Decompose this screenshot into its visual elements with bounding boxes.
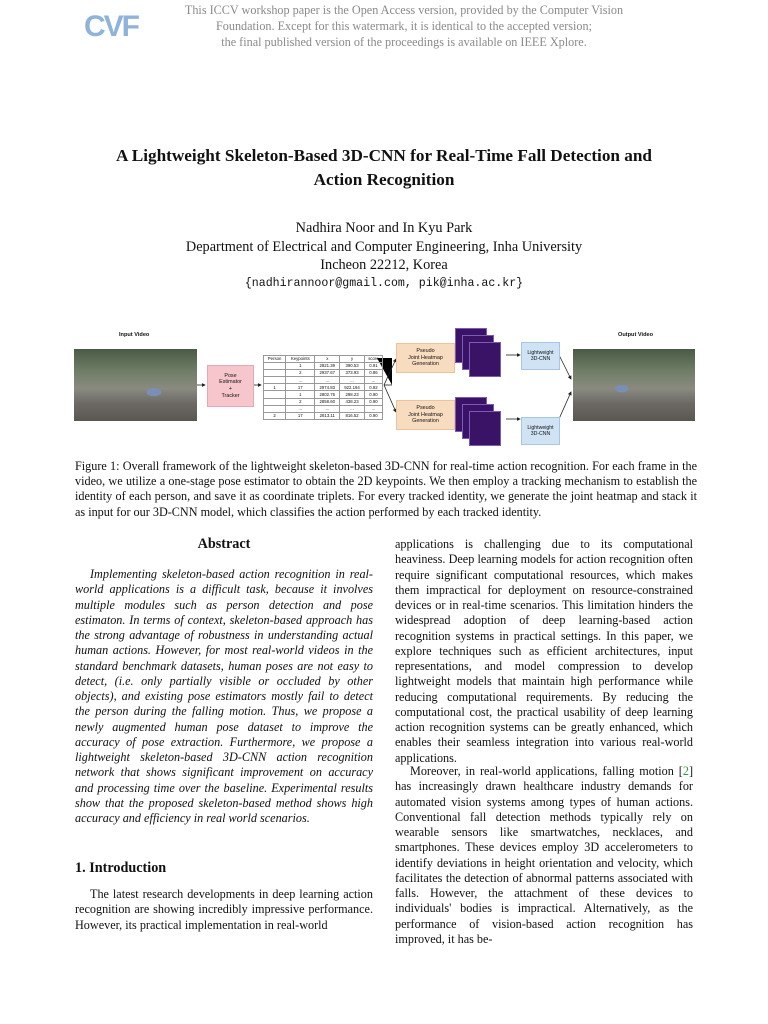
table-cell	[264, 398, 286, 405]
keypoint-table-body	[264, 363, 383, 420]
table-cell: 1	[286, 391, 315, 398]
pseudo-box-line-3: Generation	[412, 418, 439, 425]
table-cell	[264, 370, 286, 377]
table-cell: 0.92	[364, 384, 382, 391]
cvf-logo-text: CVF	[84, 10, 138, 43]
table-cell: 2	[286, 398, 315, 405]
authors: Nadhira Noor and In Kyu Park	[295, 220, 473, 236]
table-cell	[264, 405, 286, 412]
lightweight-3dcnn-box-bottom	[521, 417, 560, 445]
table-cell: 2821.39	[315, 363, 340, 370]
table-row	[264, 370, 383, 377]
emails: {nadhirannoor@gmail.com, pik@inha.ac.kr}	[244, 276, 524, 290]
input-video-label: Input Video	[119, 332, 150, 338]
table-cell: ...	[286, 405, 315, 412]
table-cell: 17	[286, 412, 315, 419]
table-cell: 2	[286, 370, 315, 377]
abstract-body: Implementing skeleton-based action recognition in real-world applications is a difficult task, because it involves multiple modules such as person detection and pose estimaton. In terms of context, skeleton-based approach has the strong advantage of robustness in understanding actual human actions. However, for most real-world videos in the standard benchmark datasets, human poses are not easy to detect, (i.e. only partially visible or occluded by other objects), and existing pose estimators mostly fail to detect the person during the falling motion. Thus, we propose a newly augmented human pose dataset to improve the accuracy of pose extraction. Furthermore, we propose a lightweight skeleton-based 3D-CNN action recognition network that shows significant improvement on accuracy and processing time over the baseline. Experimental results show that the proposed skeleton-based method shows high accuracy and efficiency in real world scenarios.	[75, 567, 373, 825]
introduction-heading: 1. Introduction	[75, 860, 167, 876]
table-cell: 0.90	[364, 391, 382, 398]
table-cell: 390.53	[340, 363, 365, 370]
table-cell: ...	[315, 377, 340, 384]
table-cell: ...	[340, 405, 365, 412]
open-access-watermark	[150, 2, 658, 50]
pose-box-line-4: Tracker	[221, 392, 240, 399]
pose-estimator-box	[207, 365, 254, 407]
table-row	[264, 363, 383, 370]
table-cell: 2858.60	[315, 398, 340, 405]
input-video-frame	[74, 349, 197, 421]
table-cell: ...	[315, 405, 340, 412]
affiliation: Department of Electrical and Computer Engineering, Inha University	[185, 238, 583, 255]
pseudo-box-line-2: Joint Heatmap	[408, 411, 443, 418]
pseudo-box-line-1: Pseudo	[416, 348, 435, 355]
cnn-box-line-2: 3D-CNN	[530, 356, 551, 362]
pseudo-heatmap-box-top	[396, 343, 455, 373]
table-cell: 0.90	[364, 412, 382, 419]
cnn-box-line-1: Lightweight	[527, 424, 554, 431]
watermark-line-2: Foundation. Except for this watermark, it is identical to the accepted version;	[215, 19, 592, 33]
table-header-cell: x	[315, 356, 340, 363]
table-cell: 1	[264, 384, 286, 391]
table-row	[264, 377, 383, 384]
title-line-1: A Lightweight Skeleton-Based 3D-CNN for Real-Time Fall Detection and	[116, 146, 652, 165]
pseudo-box-line-1: Pseudo	[416, 405, 435, 412]
table-cell	[264, 363, 286, 370]
abstract-heading: Abstract	[197, 536, 251, 552]
table-cell	[264, 377, 286, 384]
right-column-paragraph-1: applications is challenging due to its computational heaviness. Deep learning models for action recognition often require significant computational resources, which makes them impractical for deployment on resource-constrained devices or in real-time scenarios. This limitation hinders the widespread adoption of deep learning-based action recognition systems in practical settings. In this paper, we explore techniques such as efficient architectures, input representations, and model compression to develop lightweight models that maintain high performance while reducing computational requirements. By reducing the computational cost, the practical usability of deep learning action recognition systems can be greatly enhanced, which enables their seamless integration into various real-world applications.	[395, 537, 693, 765]
table-cell	[264, 391, 286, 398]
pseudo-box-line-2: Joint Heatmap	[408, 354, 443, 361]
heatmap-stack-top-3	[469, 342, 501, 377]
right-column-paragraph-2	[395, 764, 693, 947]
table-header-cell: Keypoints	[286, 356, 315, 363]
table-header-cell: score	[364, 356, 382, 363]
table-row	[264, 384, 383, 391]
table-cell: 2974.83	[315, 384, 340, 391]
cnn-box-line-2: 3D-CNN	[530, 431, 551, 437]
author-block	[60, 219, 708, 293]
table-cell: 0.91	[364, 363, 382, 370]
watermark-line-3: the final published version of the proceedings is available on IEEE Xplore.	[221, 35, 587, 49]
citation-link[interactable]: 2	[682, 764, 689, 778]
table-cell: 0.86	[364, 370, 382, 377]
title-line-2: Action Recognition	[313, 170, 455, 189]
figure-caption: Figure 1: Overall framework of the lightweight skeleton-based 3D-CNN for real-time action recognition. For each frame in the video, we utilize a one-stage pose estimator to obtain the 2D keypoints. We then employ a tracking mechanism to establish the identity of each person, and save it as coordinate triplets. For every tracked identity, we generate the joint heatmap and stack it as input for our 3D-CNN model, which classifies the action performed by each tracked identity.	[75, 459, 697, 519]
table-cell: 373.93	[340, 370, 365, 377]
table-row	[264, 405, 383, 412]
table-cell: 922.194	[340, 384, 365, 391]
table-header-cell: Person	[264, 356, 286, 363]
paragraph-text: ] has increasingly drawn healthcare industry demands for automated vision systems among types of human actions. Conventional fall detection methods typically rely on wearable sensors like smartwatches, necklaces, and smartphones. These devices employ 3D accelerometers to identify deviations in height orientation and velocity, which facilitates the detection of abnormal patterns associated with falls. However, the attachment of these devices to individuals' bodies is impractical. Alternatively, as the performance of vision-based action recognition has improved, it has be-	[395, 764, 693, 946]
table-cell: ...	[364, 377, 382, 384]
heatmap-stack-bottom-3	[469, 411, 501, 446]
table-cell: 1	[286, 363, 315, 370]
table-header-cell: y	[340, 356, 365, 363]
table-cell: 298.23	[340, 391, 365, 398]
table-row	[264, 391, 383, 398]
location: Incheon 22212, Korea	[320, 257, 448, 273]
table-cell: ...	[286, 377, 315, 384]
keypoint-table	[263, 355, 383, 420]
keypoint-table-header	[264, 356, 383, 363]
paragraph-text: Moreover, in real-world applications, falling motion [	[410, 764, 683, 778]
cvf-logo	[82, 4, 140, 44]
watermark-line-1: This ICCV workshop paper is the Open Access version, provided by the Computer Vision	[184, 3, 624, 17]
paper-title	[60, 144, 708, 192]
table-row	[264, 412, 383, 419]
pseudo-heatmap-box-bottom	[396, 400, 455, 430]
table-cell: ...	[340, 377, 365, 384]
table-cell: ...	[364, 405, 382, 412]
pose-box-line-1: Pose	[224, 372, 237, 379]
table-cell: 2	[264, 412, 286, 419]
table-cell: 816.52	[340, 412, 365, 419]
figure-1	[74, 324, 696, 452]
table-cell: 2937.67	[315, 370, 340, 377]
pseudo-box-line-3: Generation	[412, 361, 439, 368]
lightweight-3dcnn-box-top	[521, 342, 560, 370]
output-video-frame	[573, 349, 695, 421]
table-cell: 17	[286, 384, 315, 391]
introduction-body: The latest research developments in deep learning action recognition are showing incredibly impressive performance. However, its practical implementation in real-world	[75, 887, 373, 932]
pose-box-line-2: Estimator	[219, 379, 242, 386]
table-row	[264, 398, 383, 405]
pose-box-line-3: +	[228, 386, 233, 392]
cnn-box-line-1: Lightweight	[527, 349, 554, 356]
output-video-label: Output Video	[618, 332, 654, 338]
table-cell: 438.23	[340, 398, 365, 405]
table-cell: 0.90	[364, 398, 382, 405]
table-cell: 2813.11	[315, 412, 340, 419]
table-cell: 2802.76	[315, 391, 340, 398]
